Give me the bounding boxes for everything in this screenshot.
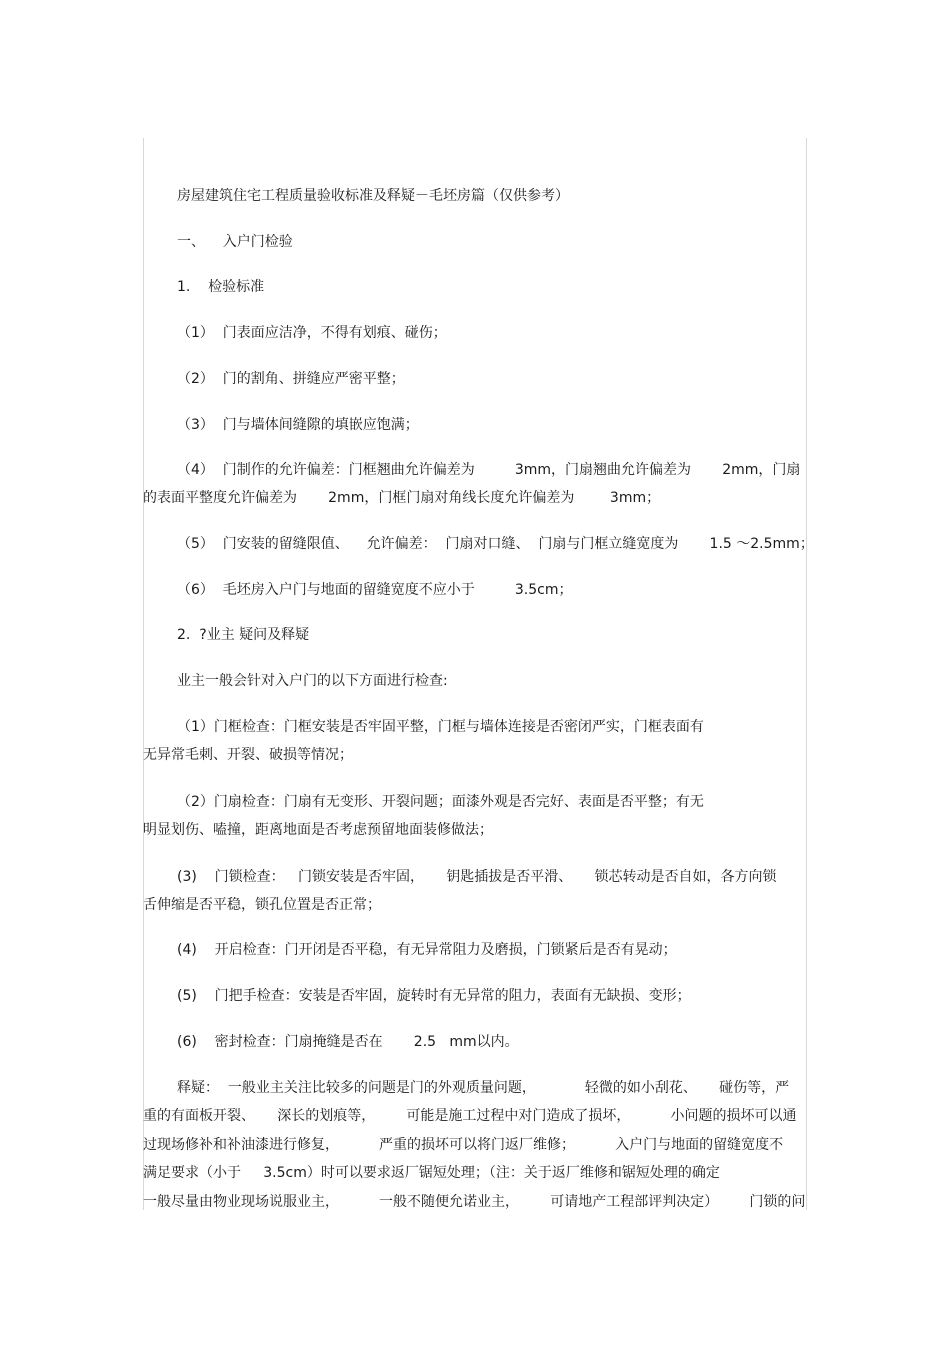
document-title: 房屋建筑住宅工程质量验收标准及释疑－毛坯房篇（仅供参考） [177, 188, 569, 204]
check-item-continued: 舌伸缩是否平稳，锁孔位置是否正常； [143, 897, 381, 913]
section-heading-entry-door: 一、 入户门检验 [177, 234, 293, 250]
check-item: （1）门框检查：门框安装是否牢固平整，门框与墙体连接是否密闭严实，门框表面有 [177, 719, 704, 735]
standard-item: （3） 门与墙体间缝隙的填嵌应饱满； [177, 417, 419, 433]
explanation-line: 过现场修补和补油漆进行修复， 严重的损坏可以将门返厂维修； 入户门与地面的留缝宽度不 [143, 1137, 784, 1153]
check-item: (4) 开启检查：门开闭是否平稳，有无异常阻力及磨损，门锁紧后是否有晃动； [177, 942, 677, 958]
standard-item: （2） 门的割角、拼缝应严密平整； [177, 371, 405, 387]
check-item: （2）门扇检查：门扇有无变形、开裂问题；面漆外观是否完好、表面是否平整；有无 [177, 794, 704, 810]
standard-item: （1） 门表面应洁净，不得有划痕、碰伤； [177, 325, 447, 341]
check-item: (6) 密封检查：门扇掩缝是否在 2.5 mm以内。 [177, 1034, 519, 1050]
check-item-continued: 明显划伤、嗑撞，距离地面是否考虑预留地面装修做法； [143, 822, 493, 838]
page-right-border [806, 138, 807, 1210]
subheading-inspection-standard: 1. 检验标准 [177, 279, 265, 295]
explanation-line: 释疑： 一般业主关注比较多的问题是门的外观质量问题， 轻微的如小刮花、 碰伤等，严 [177, 1080, 790, 1096]
standard-item: （5） 门安装的留缝限值、 允许偏差： 门扇对口缝、 门扇与门框立缝宽度为 1.5 ～2.5mm； [177, 536, 814, 552]
page-left-border [143, 138, 144, 1210]
check-item-continued: 无异常毛刺、开裂、破损等情况； [143, 747, 353, 763]
subheading-owner-questions: 2. ?业主 疑问及释疑 [177, 627, 310, 643]
check-item: (3) 门锁检查： 门锁安装是否牢固， 钥匙插拔是否平滑、 锁芯转动是否自如，各方向锁 [177, 869, 777, 885]
standard-item-continued: 的表面平整度允许偏差为 2mm，门框门扇对角线长度允许偏差为 3mm； [143, 490, 661, 506]
explanation-line: 满足要求（小于 3.5cm）时可以要求返厂锯短处理；（注：关于返厂维修和锯短处理的确定 [143, 1165, 720, 1181]
intro-paragraph: 业主一般会针对入户门的以下方面进行检查: [177, 673, 448, 689]
explanation-line: 一般尽量由物业现场说服业主， 一般不随便允诺业主， 可请地产工程部评判决定） 门锁的问 [143, 1194, 806, 1210]
check-item: (5) 门把手检查：安装是否牢固，旋转时有无异常的阻力，表面有无缺损、变形； [177, 988, 691, 1004]
standard-item: （6） 毛坯房入户门与地面的留缝宽度不应小于 3.5cm； [177, 582, 573, 598]
explanation-line: 重的有面板开裂、 深长的划痕等， 可能是施工过程中对门造成了损坏， 小问题的损坏可以通 [143, 1108, 797, 1124]
standard-item: （4） 门制作的允许偏差：门框翘曲允许偏差为 3mm，门扇翘曲允许偏差为 2mm，门扇 [177, 462, 801, 478]
